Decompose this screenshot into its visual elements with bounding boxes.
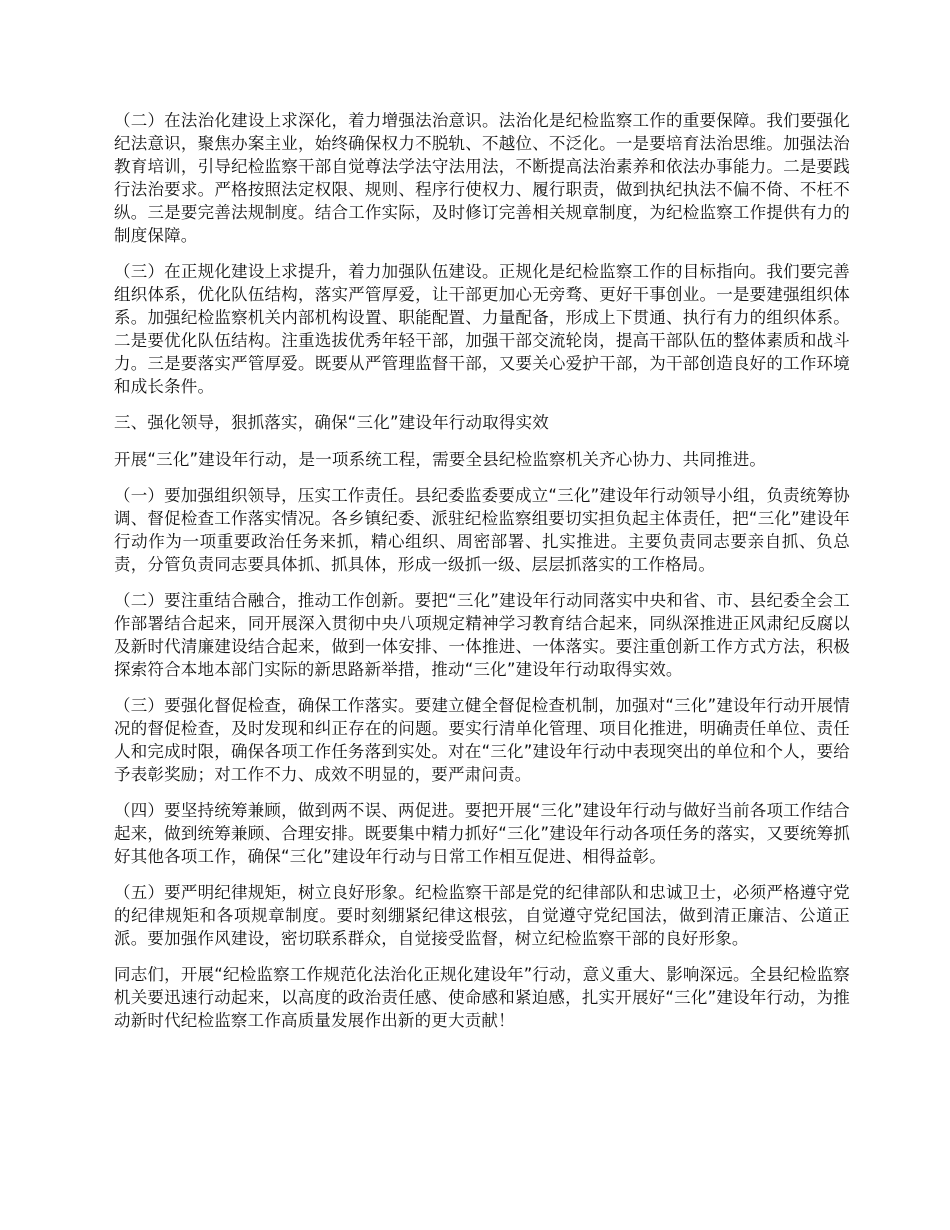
paragraph-rule-of-law: （二）在法治化建设上求深化，着力增强法治意识。法治化是纪检监察工作的重要保障。我们要强化纪法意识，聚焦办案主业，始终确保权力不脱轨、不越位、不泛化。一是要培育法治思维。加强法治教育培训，引导纪检监察干部自觉尊法学法守法用法，不断提高法治素养和依法办事能力。二是要践行法治要求。严格按照法定权限、规则、程序行使权力、履行职责，做到执纪执法不偏不倚、不枉不纵。三是要完善法规制度。结合工作实际，及时修订完善相关规章制度，为纪检监察工作提供有力的制度保障。 bbox=[114, 111, 850, 245]
paragraph-regularization: （三）在正规化建设上求提升，着力加强队伍建设。正规化是纪检监察工作的目标指向。我们要完善组织体系，优化队伍结构，落实严管厚爱，让干部更加心无旁骛、更好干事创业。一是要建强组织体系。加强纪检监察机关内部机构设置、职能配置、力量配备，形成上下贯通、执行有力的组织体系。二是要优化队伍结构。注重选拔优秀年轻干部，加强干部交流轮岗，提高干部队伍的整体素质和战斗力。三是要落实严管厚爱。既要从严管理监督干部，又要关心爱护干部，为干部创造良好的工作环境和成长条件。 bbox=[114, 262, 850, 396]
paragraph-supervision: （三）要强化督促检查，确保工作落实。要建立健全督促检查机制，加强对“三化”建设年行动开展情况的督促检查，及时发现和纠正存在的问题。要实行清单化管理、项目化推进，明确责任单位、责任人和完成时限，确保各项工作任务落到实处。对在“三化”建设年行动中表现突出的单位和个人，要给予表彰奖励；对工作不力、成效不明显的，要严肃问责。 bbox=[114, 696, 850, 784]
paragraph-conclusion: 同志们，开展“纪检监察工作规范化法治化正规化建设年”行动，意义重大、影响深远。全县纪检监察机关要迅速行动起来，以高度的政治责任感、使命感和紧迫感，扎实开展好“三化”建设年行动，为推动新时代纪检监察工作高质量发展作出新的更大贡献！ bbox=[114, 965, 850, 1030]
section-heading-three: 三、强化领导，狠抓落实，确保“三化”建设年行动取得实效 bbox=[114, 413, 549, 432]
paragraph-integration-innovation: （二）要注重结合融合，推动工作创新。要把“三化”建设年行动同落实中央和省、市、县纪委全会工作部署结合起来，同开展深入贯彻中央八项规定精神学习教育结合起来，同纵深推进正风肃纪反腐以及新时代清廉建设结合起来，做到一体安排、一体推进、一体落实。要注重创新工作方式方法，积极探索符合本地本部门实际的新思路新举措，推动“三化”建设年行动取得实效。 bbox=[114, 591, 850, 679]
document-body bbox=[114, 109, 850, 1045]
paragraph-overall-planning: （四）要坚持统筹兼顾，做到两不误、两促进。要把开展“三化”建设年行动与做好当前各项工作结合起来，做到统筹兼顾、合理安排。既要集中精力抓好“三化”建设年行动各项任务的落实，又要统筹抓好其他各项工作，确保“三化”建设年行动与日常工作相互促进、相得益彰。 bbox=[114, 801, 850, 866]
paragraph-organization-leadership: （一）要加强组织领导，压实工作责任。县纪委监委要成立“三化”建设年行动领导小组，负责统筹协调、督促检查工作落实情况。各乡镇纪委、派驻纪检监察组要切实担负起主体责任，把“三化”建设年行动作为一项重要政治任务来抓，精心组织、周密部署、扎实推进。主要负责同志要亲自抓、负总责，分管负责同志要具体抓、抓具体，形成一级抓一级、层层抓落实的工作格局。 bbox=[114, 486, 850, 574]
paragraph-discipline: （五）要严明纪律规矩，树立良好形象。纪检监察干部是党的纪律部队和忠诚卫士，必须严格遵守党的纪律规矩和各项规章制度。要时刻绷紧纪律这根弦，自觉遵守党纪国法，做到清正廉洁、公道正派。要加强作风建设，密切联系群众，自觉接受监督，树立纪检监察干部的良好形象。 bbox=[114, 883, 850, 948]
paragraph-intro: 开展“三化”建设年行动，是一项系统工程，需要全县纪检监察机关齐心协力、共同推进。 bbox=[114, 450, 767, 469]
